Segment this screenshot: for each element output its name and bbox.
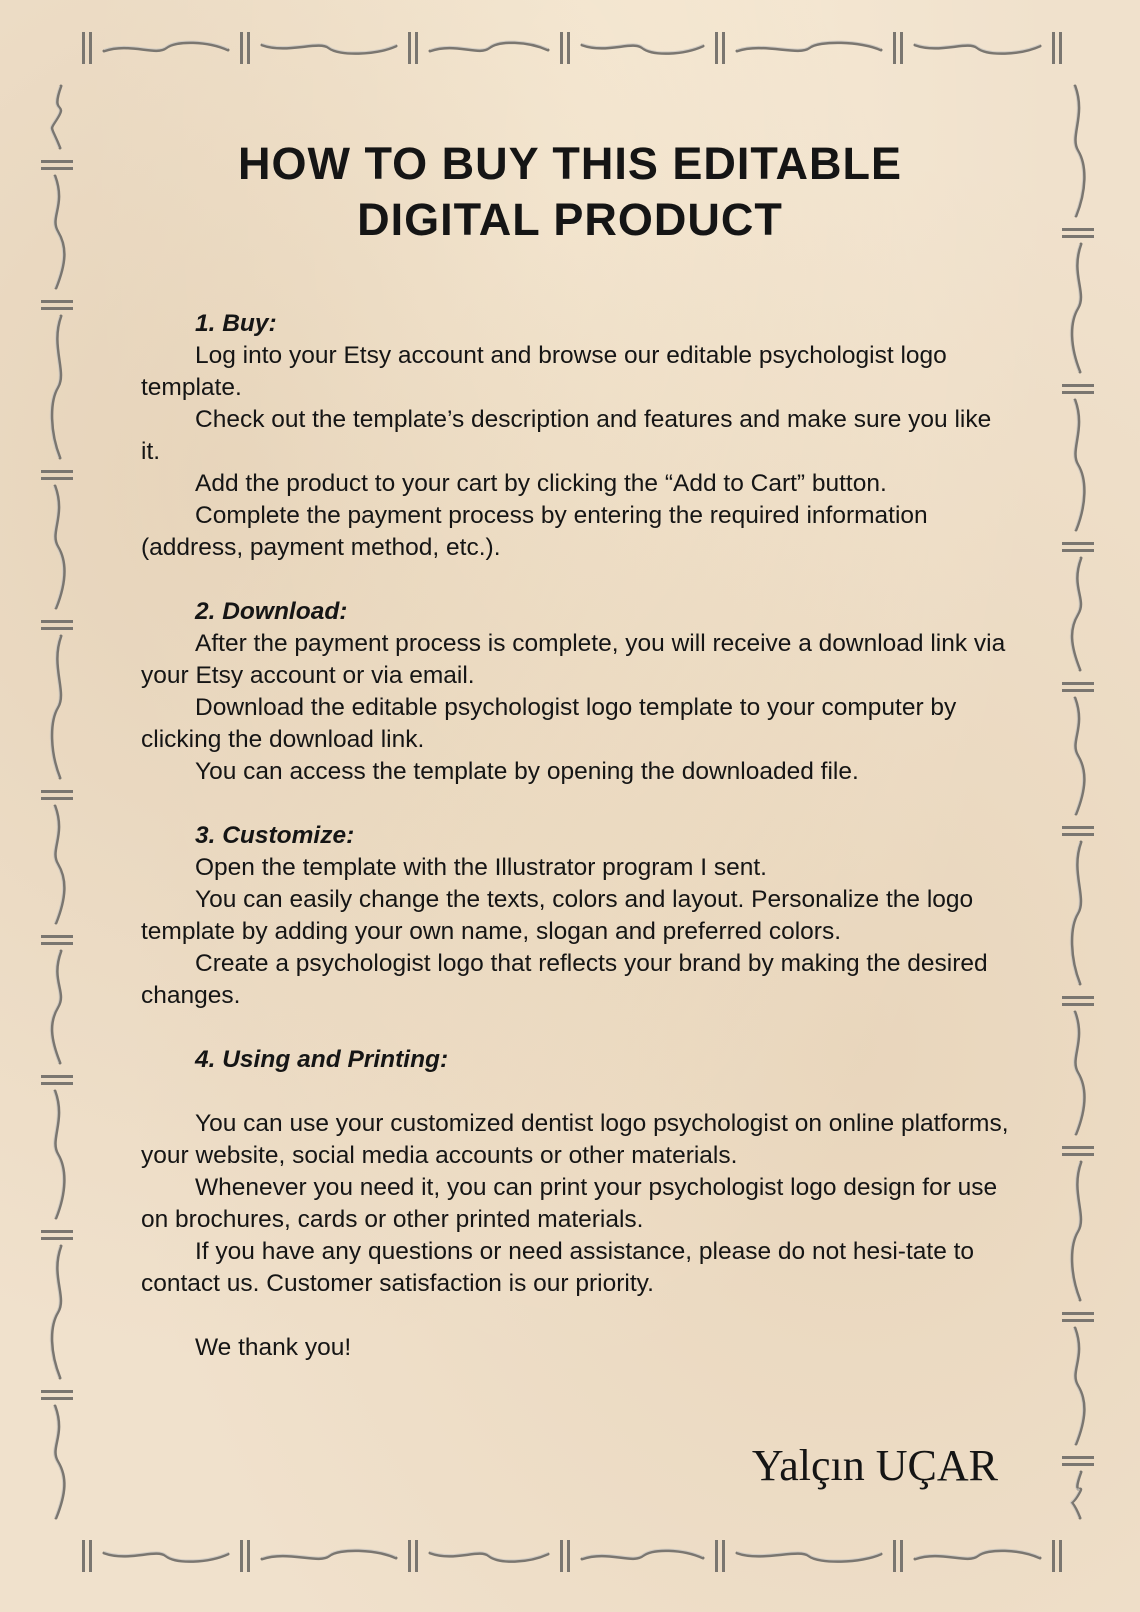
- border-bar: [41, 477, 73, 480]
- border-bar: [900, 1540, 903, 1572]
- border-bar: [1062, 682, 1094, 685]
- paragraph: You can use your customized dentist logo psychologist on online platforms, your website, social media accounts or other materials.: [141, 1110, 1009, 1169]
- border-bar: [41, 1075, 73, 1078]
- section-buy: [141, 308, 1011, 564]
- border-bar: [408, 1540, 411, 1572]
- paragraph: If you have any questions or need assistance, please do not hesi-tate to contact us. Customer satisfaction is our priority.: [141, 1238, 975, 1297]
- section-heading: 1. Buy:: [195, 310, 277, 337]
- paragraph: After the payment process is complete, you will receive a download link via your Etsy account or via email.: [141, 630, 1006, 689]
- section-using-printing: [141, 1044, 1011, 1300]
- border-bar: [1059, 32, 1062, 64]
- border-bar: [240, 1540, 243, 1572]
- border-bar: [1062, 1003, 1094, 1006]
- paragraph: Download the editable psychologist logo template to your computer by clicking the download link.: [141, 694, 957, 753]
- section-heading: 2. Download:: [195, 598, 348, 625]
- border-bar: [82, 32, 85, 64]
- border-bar: [41, 1082, 73, 1085]
- border-bar: [247, 1540, 250, 1572]
- border-bar: [89, 1540, 92, 1572]
- paragraph: You can easily change the texts, colors and layout. Personalize the logo template by adding your own name, slogan and preferred colors.: [141, 886, 974, 945]
- border-bar: [1062, 384, 1094, 387]
- border-bar: [41, 307, 73, 310]
- paragraph: Add the product to your cart by clicking the “Add to Cart” button.: [195, 470, 887, 497]
- border-bar: [41, 1397, 73, 1400]
- paragraph: Complete the payment process by entering the required information (address, payment method, etc.).: [141, 502, 928, 561]
- border-bar: [1062, 391, 1094, 394]
- border-bar: [247, 32, 250, 64]
- section-heading: 3. Customize:: [195, 822, 355, 849]
- border-bar: [1062, 1463, 1094, 1466]
- closing-text: We thank you!: [195, 1334, 352, 1361]
- border-bar: [408, 32, 411, 64]
- border-bar: [1062, 833, 1094, 836]
- border-bar: [41, 300, 73, 303]
- border-bar: [41, 790, 73, 793]
- border-bar: [722, 1540, 725, 1572]
- border-bar: [89, 32, 92, 64]
- border-bar: [893, 1540, 896, 1572]
- paragraph: Whenever you need it, you can print your psychologist logo design for use on brochures, cards or other printed materials.: [141, 1174, 998, 1233]
- border-bar: [1062, 542, 1094, 545]
- border-bar: [900, 32, 903, 64]
- border-bar: [560, 32, 563, 64]
- border-bar: [1062, 689, 1094, 692]
- border-bar: [567, 1540, 570, 1572]
- section-download: [141, 596, 1011, 788]
- paragraph: Open the template with the Illustrator program I sent.: [195, 854, 767, 881]
- border-bar: [1062, 826, 1094, 829]
- border-bar: [41, 470, 73, 473]
- signature: Yalçın UÇAR: [751, 1441, 998, 1490]
- border-bar: [1062, 1153, 1094, 1156]
- border-bar: [41, 1237, 73, 1240]
- border-bar: [893, 32, 896, 64]
- border-bar: [415, 1540, 418, 1572]
- border-bar: [1062, 549, 1094, 552]
- paragraph: Check out the template’s description and features and make sure you like it.: [141, 406, 992, 465]
- border-bar: [415, 32, 418, 64]
- border-bar: [1052, 32, 1055, 64]
- border-bar: [1062, 1319, 1094, 1322]
- paragraph: Log into your Etsy account and browse our editable psychologist logo template.: [141, 342, 947, 401]
- border-bar: [567, 32, 570, 64]
- border-bar: [1052, 1540, 1055, 1572]
- paragraph: Create a psychologist logo that reflects your brand by making the desired changes.: [141, 950, 988, 1009]
- border-bar: [1062, 996, 1094, 999]
- border-bar: [560, 1540, 563, 1572]
- border-bar: [1062, 1146, 1094, 1149]
- border-bar: [722, 32, 725, 64]
- border-bar: [82, 1540, 85, 1572]
- border-bar: [41, 620, 73, 623]
- section-customize: [141, 820, 1011, 1012]
- border-bar: [1062, 1456, 1094, 1459]
- paragraph: You can access the template by opening the downloaded file.: [195, 758, 859, 785]
- border-bar: [41, 627, 73, 630]
- border-bar: [1062, 1312, 1094, 1315]
- border-bar: [41, 942, 73, 945]
- border-bar: [1059, 1540, 1062, 1572]
- border-bar: [41, 1230, 73, 1233]
- instructions-body: [141, 308, 1011, 1364]
- border-bar: [715, 1540, 718, 1572]
- page-title: [0, 136, 1140, 248]
- border-bar: [41, 797, 73, 800]
- border-bar: [41, 935, 73, 938]
- border-bar: [41, 1390, 73, 1393]
- title-line-1: HOW TO BUY THIS EDITABLE: [237, 138, 903, 189]
- border-bar: [240, 32, 243, 64]
- title-line-2: DIGITAL PRODUCT: [357, 194, 783, 245]
- section-heading: 4. Using and Printing:: [195, 1046, 449, 1073]
- border-bar: [715, 32, 718, 64]
